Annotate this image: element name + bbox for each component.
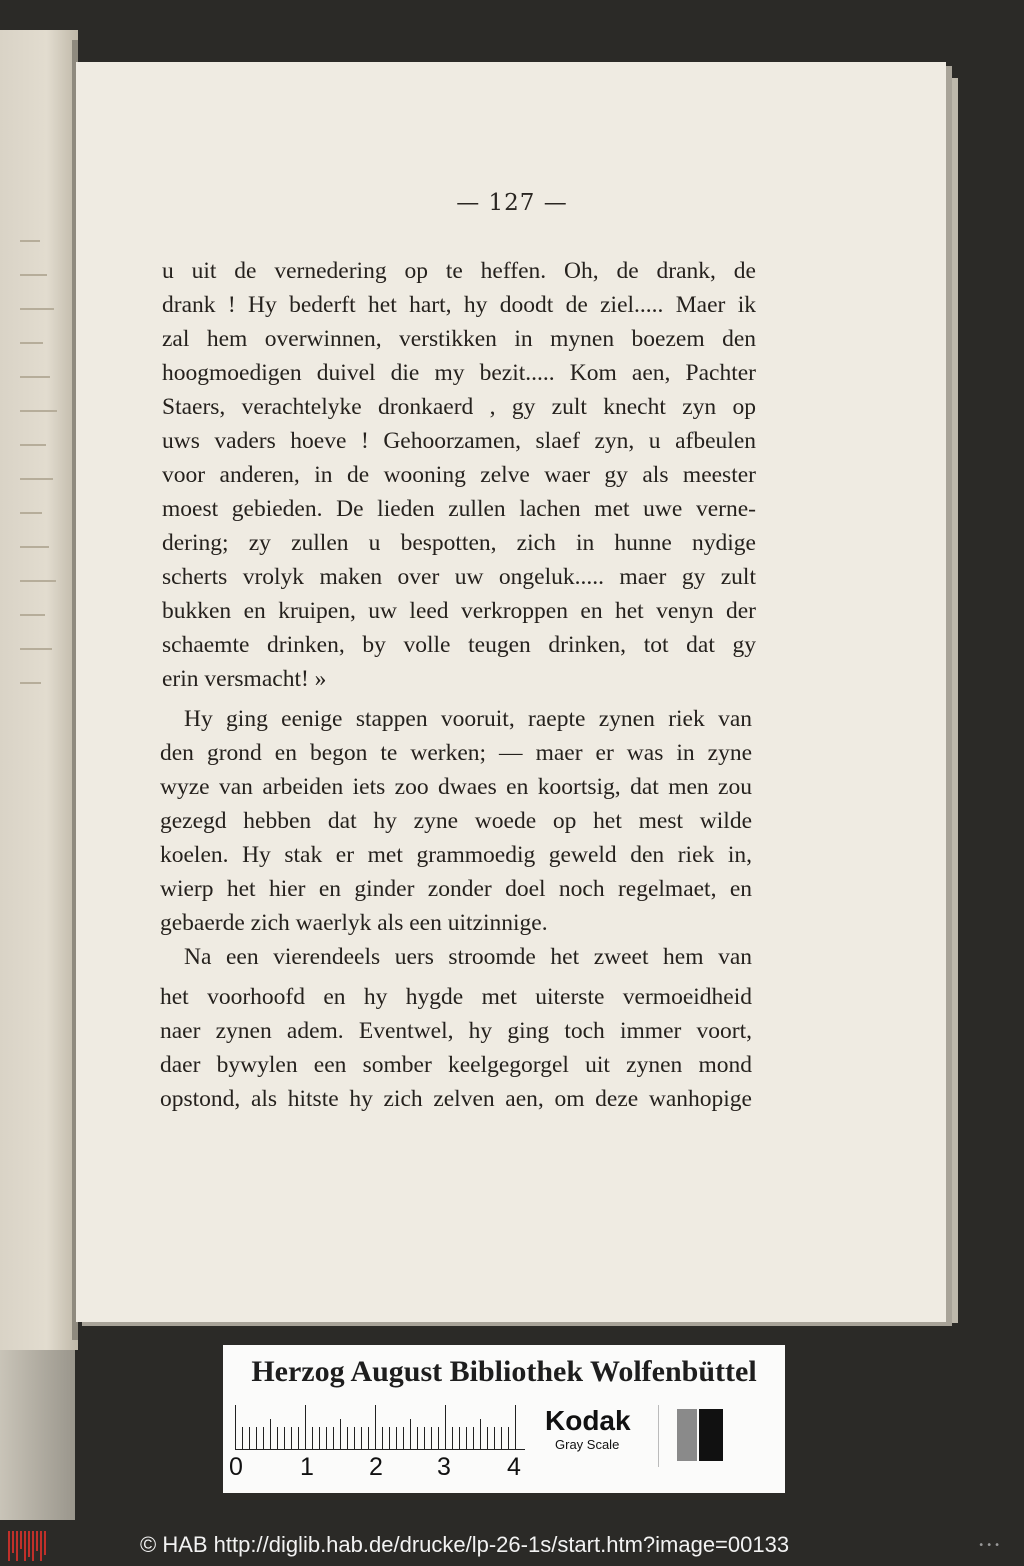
ruler-tick [459,1427,460,1449]
ruler-tick [403,1427,404,1449]
text-line: drank ! Hy bederft het hart, hy doodt de ziel..... Maer ik [162,292,756,318]
text-line: bukken en kruipen, uw leed verkroppen en het venyn der [162,598,756,624]
ruler-tick [354,1427,355,1449]
bleedthrough-mark [20,614,45,616]
bleedthrough-mark [20,410,57,412]
page-number: — 127 — [456,190,568,216]
ruler-number-0: 0 [229,1453,243,1481]
ruler-number-2: 2 [369,1453,383,1481]
text-line: u uit de vernedering op te heffen. Oh, de drank, de [162,258,756,284]
ruler-tick [347,1427,348,1449]
ruler-tick [452,1427,453,1449]
ruler-tick [340,1419,341,1449]
ruler-tick [487,1427,488,1449]
ruler-tick [319,1427,320,1449]
copyright-link[interactable]: © HAB http://diglib.hab.de/drucke/lp-26-1s/start.htm?image=00133 [140,1532,790,1557]
more-icon[interactable]: ••• [978,1540,1002,1551]
ruler-tick [417,1427,418,1449]
ruler-tick [473,1427,474,1449]
text-line: koelen. Hy stak er met grammoedig geweld den riek in, [160,842,752,868]
color-reference-card [223,1345,785,1493]
ruler-tick [480,1419,481,1449]
text-line: moest gebieden. De lieden zullen lachen met uwe verne- [162,496,756,522]
bleedthrough-mark [20,308,54,310]
text-line: gezegd hebben dat hy zyne woede op het mest wilde [160,808,752,834]
gray-swatch [677,1409,697,1461]
left-page-bleedthrough [20,240,60,720]
text-line: hoogmoedigen duivel die my bezit..... Kom aen, Pachter [162,360,756,386]
text-line: zal hem overwinnen, verstikken in mynen boezem den [162,326,756,352]
ruler-tick [445,1405,446,1449]
ruler-tick [389,1427,390,1449]
ruler-tick [263,1427,264,1449]
ruler-tick [235,1405,236,1449]
ruler-tick [508,1427,509,1449]
page-edge-shadow [946,78,958,1323]
barcode-icon [8,1531,46,1561]
text-line: gebaerde zich waerlyk als een uitzinnige. [160,910,548,936]
bleedthrough-mark [20,478,53,480]
text-line: Hy ging eenige stappen vooruit, raepte zynen riek van [184,706,752,732]
ruler-tick [368,1427,369,1449]
text-line: dering; zy zullen u bespotten, zich in hunne nydige [162,530,756,556]
text-line: erin versmacht! » [162,666,327,692]
bleedthrough-mark [20,274,47,276]
bleedthrough-mark [20,342,43,344]
ruler-tick [305,1405,306,1449]
text-line: scherts vrolyk maken over uw ongeluk..... maer gy zult [162,564,756,590]
text-line: opstond, als hitste hy zich zelven aen, om deze wanhopige [160,1086,752,1112]
ruler-tick [501,1427,502,1449]
ruler-tick [256,1427,257,1449]
ruler-tick [382,1427,383,1449]
bleedthrough-mark [20,512,42,514]
ruler-tick [270,1419,271,1449]
ruler-tick [291,1427,292,1449]
ruler-tick [361,1427,362,1449]
ruler-tick [326,1427,327,1449]
ruler-tick [494,1427,495,1449]
bleedthrough-mark [20,682,41,684]
text-line: den grond en begon te werken; — maer er was in zyne [160,740,752,766]
bleedthrough-mark [20,240,40,242]
ruler-tick [375,1405,376,1449]
text-line: Staers, verachtelyke dronkaerd , gy zult knecht zyn op [162,394,756,420]
ruler-tick [333,1427,334,1449]
library-name: Herzog August Bibliothek Wolfenbüttel [251,1355,757,1388]
ruler-number-1: 1 [300,1453,314,1481]
black-swatch [699,1409,723,1461]
ruler-baseline [235,1449,525,1450]
text-line: het voorhoofd en hy hygde met uiterste vermoeidheid [160,984,752,1010]
ruler-tick [277,1427,278,1449]
bleedthrough-mark [20,648,52,650]
bleedthrough-mark [20,546,49,548]
kodak-logo: Kodak [545,1405,631,1436]
bleedthrough-mark [20,580,56,582]
ruler-tick [515,1405,516,1449]
ruler-number-3: 3 [437,1453,451,1481]
bleedthrough-mark [20,444,46,446]
scale-ruler [235,1403,535,1449]
text-line: voor anderen, in de wooning zelve waer gy als meester [162,462,756,488]
book-spine [0,1350,75,1520]
ruler-number-4: 4 [507,1453,521,1481]
text-line: schaemte drinken, by volle teugen drinken, tot dat gy [162,632,756,658]
ruler-tick [396,1427,397,1449]
text-line: daer bywylen een somber keelgegorgel uit zynen mond [160,1052,752,1078]
ruler-tick [298,1427,299,1449]
ruler-tick [312,1427,313,1449]
bleedthrough-mark [20,376,50,378]
text-line: wyze van arbeiden iets zoo dwaes en koortsig, dat men zou [160,774,752,800]
swatch-divider [658,1405,659,1467]
ruler-tick [466,1427,467,1449]
text-line: uws vaders hoeve ! Gehoorzamen, slaef zyn, u afbeulen [162,428,756,454]
text-line: wierp het hier en ginder zonder doel noch regelmaet, en [160,876,752,902]
ruler-tick [249,1427,250,1449]
ruler-tick [438,1427,439,1449]
gray-scale-label: Gray Scale [555,1437,620,1452]
ruler-tick [410,1419,411,1449]
ruler-tick [424,1427,425,1449]
ruler-tick [284,1427,285,1449]
text-line: naer zynen adem. Eventwel, hy ging toch immer voort, [160,1018,752,1044]
text-line: Na een vierendeels uers stroomde het zweet hem van [184,944,752,970]
ruler-tick [431,1427,432,1449]
ruler-tick [242,1427,243,1449]
